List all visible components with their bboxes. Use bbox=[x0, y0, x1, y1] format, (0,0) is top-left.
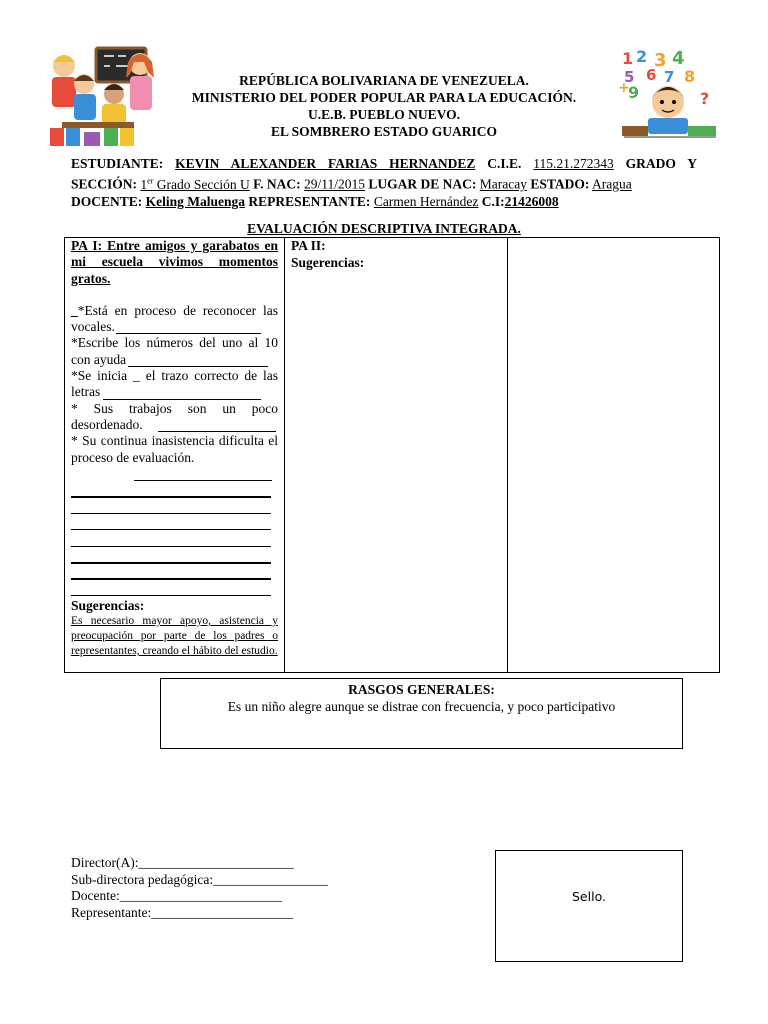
pa1-sugerencias-label: Sugerencias: bbox=[71, 598, 145, 613]
writing-line bbox=[103, 399, 261, 400]
estado-label: ESTADO: bbox=[530, 176, 590, 192]
fnac-value: 29/11/2015 bbox=[303, 176, 365, 192]
stamp-box bbox=[495, 850, 683, 962]
numbers-child-clipart-logo bbox=[614, 46, 724, 148]
writing-line bbox=[71, 562, 271, 564]
header-line-ministry: MINISTERIO DEL PODER POPULAR PARA LA EDUCACIÓN. bbox=[191, 90, 577, 105]
children-clipart-logo bbox=[44, 44, 160, 150]
seccion-num: 1 bbox=[140, 176, 148, 192]
pa1-item: *Escribe los números del uno al 10 con ayuda bbox=[71, 335, 278, 367]
pa1-title-line1 bbox=[71, 238, 278, 254]
digit: 3 bbox=[654, 50, 667, 71]
writing-line bbox=[134, 480, 272, 481]
digit: 6 bbox=[646, 66, 657, 84]
writing-line bbox=[116, 333, 261, 334]
digit: 5 bbox=[624, 68, 635, 86]
pa1-title-line2: mi escuela vivimos momentos bbox=[71, 254, 278, 270]
ci-value: 21426008 bbox=[504, 193, 559, 209]
header-line-location: EL SOMBRERO ESTADO GUARICO bbox=[271, 124, 497, 139]
writing-line bbox=[71, 546, 271, 547]
table-divider-1 bbox=[284, 237, 285, 673]
seccion-label: SECCIÓN: bbox=[71, 176, 138, 192]
estudiante-label: ESTUDIANTE: bbox=[71, 156, 164, 171]
writing-line bbox=[71, 578, 271, 580]
header-line-school: U.E.B. PUEBLO NUEVO. bbox=[307, 107, 460, 122]
estudiante-value: KEVIN ALEXANDER FARIAS HERNANDEZ bbox=[175, 156, 476, 171]
docente-value: Keling Maluenga bbox=[145, 193, 246, 209]
pa2-label: PA II: bbox=[291, 238, 326, 253]
pa2-sugerencias-label: Sugerencias: bbox=[291, 254, 365, 270]
pa1-title-text-1: : Entre amigos y garabatos en bbox=[97, 238, 278, 253]
digit: 1 bbox=[622, 49, 634, 68]
lugar-label: LUGAR DE NAC: bbox=[368, 176, 477, 192]
table-divider-2 bbox=[507, 237, 508, 673]
writing-line bbox=[71, 529, 271, 530]
signature-block bbox=[71, 855, 328, 921]
cie-value: 115.21.272343 bbox=[533, 156, 614, 171]
digit: 2 bbox=[636, 47, 648, 66]
rasgos-title: RASGOS GENERALES: bbox=[348, 682, 495, 697]
stamp-label: Sello. bbox=[572, 889, 606, 904]
student-info-line-3 bbox=[71, 193, 697, 210]
writing-line bbox=[158, 431, 276, 432]
signature-subdirectora: Sub-directora pedagógica:_________________ bbox=[71, 871, 328, 887]
ci-label: C.I: bbox=[481, 193, 505, 209]
writing-line bbox=[71, 513, 271, 514]
student-info-line-2 bbox=[71, 172, 697, 193]
docente-label: DOCENTE: bbox=[71, 193, 143, 209]
pa2-column bbox=[291, 238, 364, 271]
school-header bbox=[160, 72, 608, 140]
digit: 7 bbox=[664, 68, 675, 86]
grado-label: GRADO Y bbox=[625, 156, 698, 171]
header-line-republic: REPÚBLICA BOLIVARIANA DE VENEZUELA. bbox=[239, 73, 529, 88]
pa1-item: _*Está en proceso de reconocer las vocales. bbox=[71, 302, 278, 335]
lugar-value: Maracay bbox=[479, 176, 527, 192]
pa1-title-line3: gratos. bbox=[71, 270, 111, 286]
writing-line bbox=[128, 366, 268, 367]
pa1-sugerencias-text: Es necesario mayor apoyo, asistencia y preocupación por parte de los padres o representantes, creando el hábito del estudio. bbox=[71, 615, 278, 657]
digit: 8 bbox=[684, 67, 696, 86]
student-info bbox=[71, 155, 697, 210]
digit: 9 bbox=[628, 83, 640, 102]
estado-value: Aragua bbox=[592, 176, 632, 192]
seccion-sup: er bbox=[147, 176, 154, 185]
signature-representante: Representante:_____________________ bbox=[71, 904, 293, 920]
seccion-value-wrap bbox=[140, 177, 249, 192]
signature-docente: Docente:________________________ bbox=[71, 888, 282, 903]
svg-text:?: ? bbox=[700, 89, 710, 108]
fnac-label: F. NAC: bbox=[253, 176, 301, 192]
writing-line bbox=[71, 496, 271, 498]
pa1-prefix: PA I bbox=[71, 238, 98, 253]
evaluation-title: EVALUACIÓN DESCRIPTIVA INTEGRADA. bbox=[247, 221, 521, 236]
pa1-item: *Se inicia _ el trazo correcto de las letras bbox=[71, 368, 278, 400]
representante-value: Carmen Hernández bbox=[373, 193, 479, 209]
representante-label: REPRESENTANTE: bbox=[248, 193, 371, 209]
rasgos-text: Es un niño alegre aunque se distrae con frecuencia, y poco participativo bbox=[227, 699, 616, 714]
cie-label: C.I.E. bbox=[487, 156, 522, 171]
pa1-item: * Sus trabajos son un poco desordenado. bbox=[71, 400, 278, 432]
digit: 4 bbox=[672, 48, 685, 69]
pa1-item: * Su continua inasistencia dificulta el proceso de evaluación. bbox=[71, 433, 278, 465]
student-info-line-1 bbox=[71, 155, 697, 172]
seccion-value: Grado Sección U bbox=[156, 176, 250, 192]
svg-text:+: + bbox=[618, 80, 630, 96]
signature-director: Director(A):_______________________ bbox=[71, 855, 294, 870]
writing-line bbox=[71, 595, 271, 596]
